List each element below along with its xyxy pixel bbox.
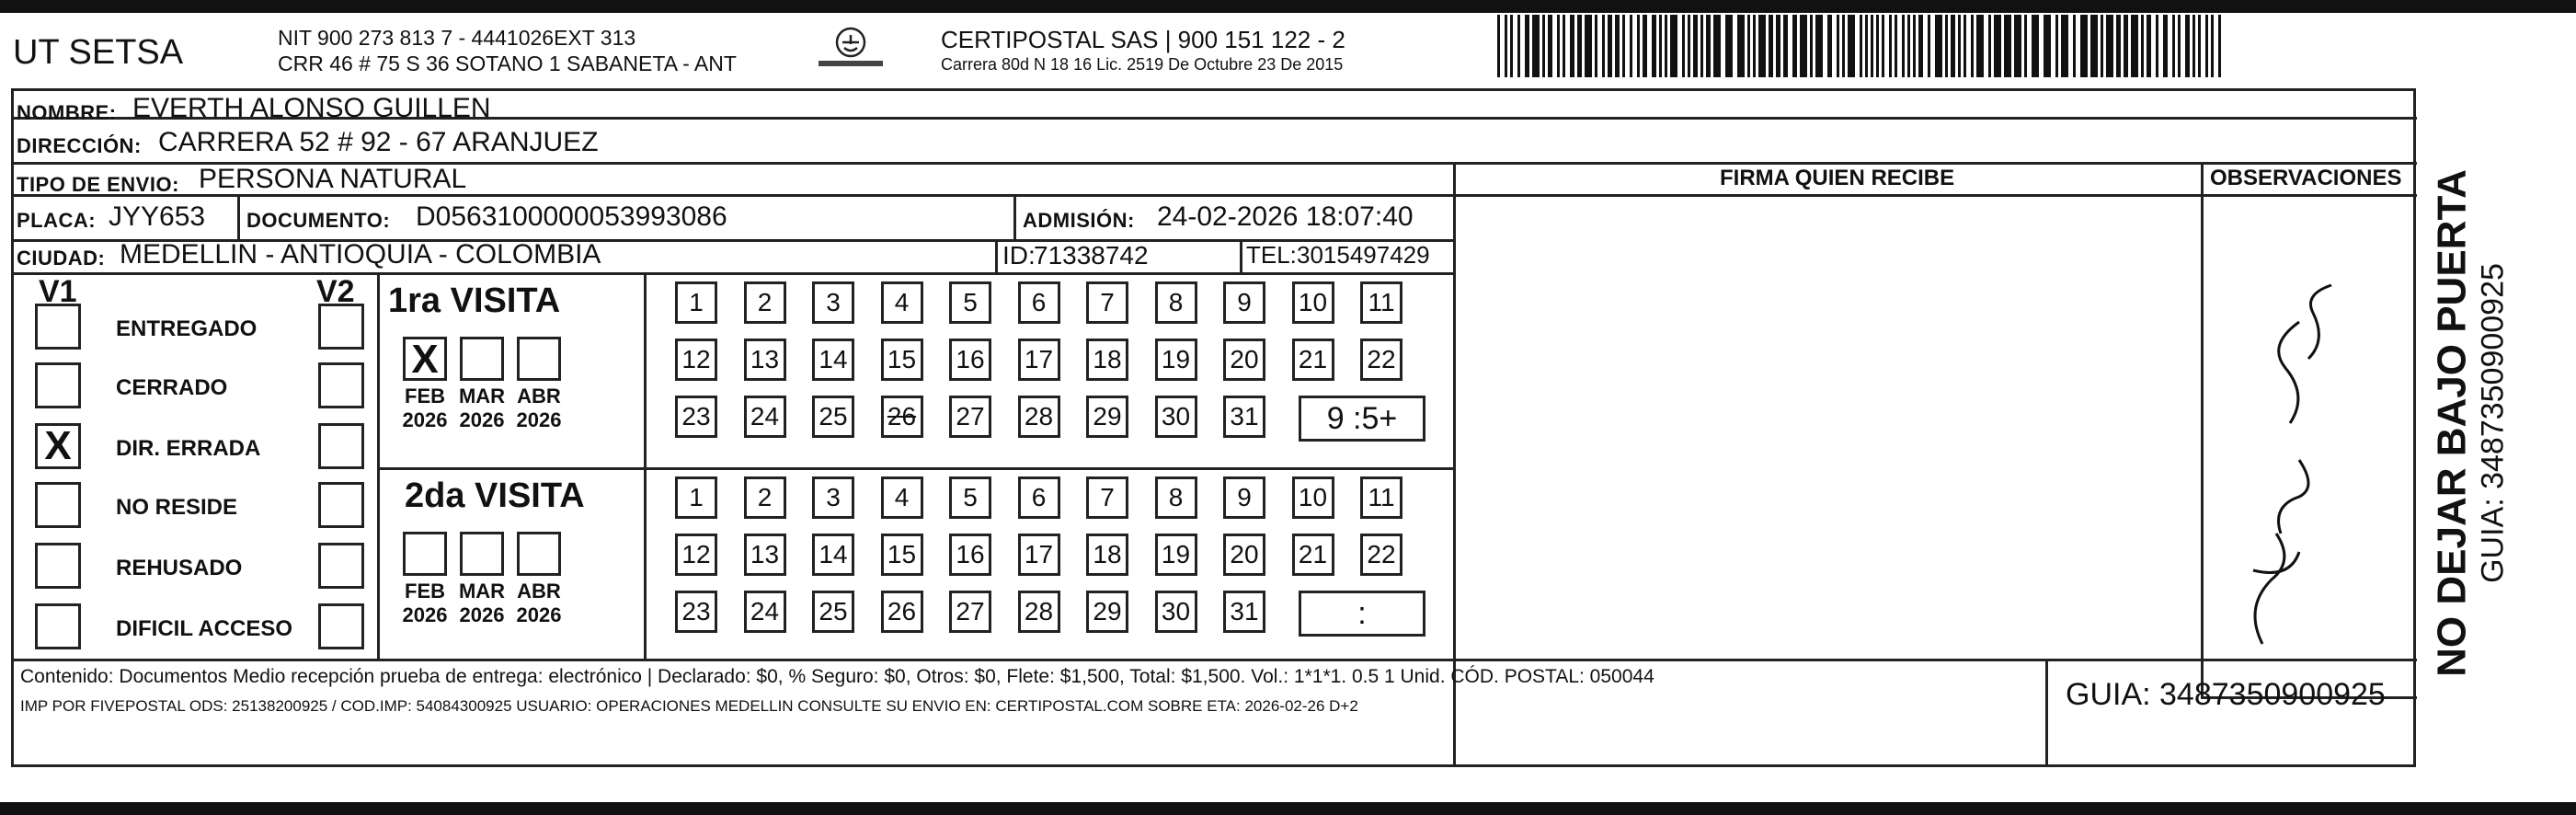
day-box[interactable]: 26 [881,396,923,438]
month-year: 2026 [459,603,505,626]
day-box[interactable]: 5 [949,281,991,324]
day-box[interactable]: 15 [881,534,923,576]
city-label: CIUDAD: [17,247,106,270]
time-field[interactable]: : [1299,591,1425,637]
day-box[interactable]: 24 [744,396,786,438]
month-checkbox[interactable] [517,337,561,381]
day-box[interactable]: 15 [881,339,923,381]
id-label: ID: [1002,241,1036,270]
address-label: DIRECCIÓN: [17,134,142,157]
check-mark-icon: X [411,337,439,382]
v2-checkbox[interactable] [318,482,364,528]
col-divider [237,194,240,240]
day-box[interactable]: 31 [1223,591,1265,633]
day-box[interactable]: 4 [881,476,923,519]
month-label [454,580,509,627]
company-address: CRR 46 # 75 S 36 SOTANO 1 SABANETA - ANT [278,52,737,75]
col-divider [1013,194,1016,240]
day-box[interactable]: 9 [1223,476,1265,519]
day-box[interactable]: 30 [1155,396,1197,438]
v1-checkbox[interactable] [35,543,81,589]
day-box[interactable]: 29 [1086,591,1128,633]
content-line: Contenido: Documentos Medio recepción prueba de entrega: electrónico | Declarado: $0, % Seguro: $0, Otros: $0, Flete: $1,500, Total: $1,500. Vol.: 1*1*1. 0.5 1 Unid. CÓD. POSTAL: 050044 [20,666,1654,687]
day-box[interactable]: 16 [949,534,991,576]
day-box[interactable]: 1 [675,281,717,324]
day-box[interactable]: 27 [949,396,991,438]
day-box[interactable]: 8 [1155,476,1197,519]
document-label: DOCUMENTO: [246,209,391,232]
top-border-bar [0,0,2576,13]
month-checkbox[interactable] [403,337,447,381]
day-box[interactable]: 24 [744,591,786,633]
tel-value: 3015497429 [1297,241,1430,269]
day-box[interactable]: 16 [949,339,991,381]
month-label [454,385,509,432]
recipient-signature [2226,239,2364,662]
license-line: Carrera 80d N 18 16 Lic. 2519 De Octubre 23 De 2015 [941,55,1344,74]
day-box[interactable]: 7 [1086,476,1128,519]
check-mark-icon: X [44,423,72,468]
month-name: MAR [458,385,506,408]
name-label: NOMBRE: [17,101,117,124]
day-box[interactable]: 17 [1018,534,1060,576]
month-name: FEB [405,580,445,603]
day-box[interactable]: 28 [1018,396,1060,438]
day-box[interactable]: 23 [675,591,717,633]
day-box[interactable]: 8 [1155,281,1197,324]
day-box[interactable]: 26 [881,591,923,633]
tel-label: TEL: [1246,241,1297,269]
observations-header: OBSERVACIONES [2210,166,2402,190]
v2-checkbox[interactable] [318,304,364,350]
day-box[interactable]: 2 [744,281,786,324]
day-box[interactable]: 10 [1292,476,1334,519]
month-checkbox[interactable] [460,532,504,576]
col-divider [995,239,998,272]
v1-checkbox[interactable] [35,423,81,469]
v1-checkbox[interactable] [35,304,81,350]
signature-header: FIRMA QUIEN RECIBE [1720,166,1955,190]
month-label [511,580,567,627]
plate-value: JYY653 [109,201,206,232]
month-year: 2026 [459,408,505,431]
month-year: 2026 [402,408,448,431]
col-divider [1240,239,1242,272]
nit-line: NIT 900 273 813 7 - 4441026EXT 313 [278,26,636,50]
v2-checkbox[interactable] [318,543,364,589]
month-year: 2026 [402,603,448,626]
day-box[interactable]: 12 [675,339,717,381]
day-box[interactable]: 5 [949,476,991,519]
v2-checkbox[interactable] [318,603,364,649]
month-name: ABR [517,385,561,408]
month-year: 2026 [516,408,562,431]
v2-checkbox[interactable] [318,362,364,408]
footer-divider [11,659,2417,661]
plate-label: PLACA: [17,209,97,232]
v2-label: V2 [316,274,355,309]
footer-guia: GUIA: 3487350900925 [2066,677,2386,712]
courier-line: CERTIPOSTAL SAS | 900 151 122 - 2 [941,26,1345,53]
day-box[interactable]: 9 [1223,281,1265,324]
day-box[interactable]: 14 [812,339,854,381]
day-box[interactable]: 13 [744,339,786,381]
reason-label: ENTREGADO [116,316,258,341]
col-divider [644,272,647,659]
day-box[interactable]: 29 [1086,396,1128,438]
day-box[interactable]: 23 [675,396,717,438]
time-field[interactable]: 9 :5+ [1299,396,1425,442]
visit-divider [377,467,1455,470]
month-label [397,580,452,627]
col-divider [2045,659,2048,767]
month-name: ABR [517,580,561,603]
day-box[interactable]: 21 [1292,534,1334,576]
day-box[interactable]: 3 [812,476,854,519]
day-box[interactable]: 18 [1086,339,1128,381]
day-box[interactable]: 22 [1360,339,1402,381]
side-guia-text: GUIA: 3487350900925 [2475,263,2511,583]
day-box[interactable]: 13 [744,534,786,576]
company-name: UT SETSA [13,33,184,72]
imp-line: IMP POR FIVEPOSTAL ODS: 25138200925 / COD.IMP: 54084300925 USUARIO: OPERACIONES MEDELLIN CONSULTE SU ENVIO EN: CERTIPOSTAL.COM SOBRE ETA: 2026-02-26 D+2 [20,697,1358,715]
month-checkbox[interactable] [517,532,561,576]
city-value: MEDELLIN - ANTIOQUIA - COLOMBIA [120,239,601,270]
day-box[interactable]: 17 [1018,339,1060,381]
v1-checkbox[interactable] [35,362,81,408]
day-box[interactable]: 11 [1360,476,1402,519]
month-label [511,385,567,432]
day-box[interactable]: 6 [1018,281,1060,324]
day-box[interactable]: 25 [812,396,854,438]
day-box[interactable]: 20 [1223,534,1265,576]
no-dejar-bajo-puerta-text: NO DEJAR BAJO PUERTA [2429,169,2475,677]
day-box[interactable]: 19 [1155,534,1197,576]
col-divider [2201,162,2204,698]
reason-label: DIR. ERRADA [116,436,261,461]
recipient-address: CARRERA 52 # 92 - 67 ARANJUEZ [158,127,599,157]
document-value: D0563100000053993086 [416,201,727,232]
barcode [1497,15,2224,77]
v1-checkbox[interactable] [35,603,81,649]
day-box[interactable]: 30 [1155,591,1197,633]
reason-label: CERRADO [116,375,228,400]
id-value: 71338742 [1034,241,1149,270]
visit1-title: 1ra VISITA [388,281,561,320]
day-box[interactable]: 4 [881,281,923,324]
day-box[interactable]: 12 [675,534,717,576]
day-box[interactable]: 21 [1292,339,1334,381]
admission-value: 24-02-2026 18:07:40 [1157,201,1414,232]
month-year: 2026 [516,603,562,626]
bottom-border-bar [0,802,2576,815]
day-box[interactable]: 1 [675,476,717,519]
day-box[interactable]: 22 [1360,534,1402,576]
day-box[interactable]: 10 [1292,281,1334,324]
day-box[interactable]: 27 [949,591,991,633]
month-name: MAR [458,580,506,603]
reason-label: NO RESIDE [116,495,238,520]
row-divider [11,272,1455,275]
day-box[interactable]: 31 [1223,396,1265,438]
day-box[interactable]: 14 [812,534,854,576]
day-box[interactable]: 3 [812,281,854,324]
day-box[interactable]: 20 [1223,339,1265,381]
month-name: FEB [405,385,445,408]
admission-label: ADMISIÓN: [1023,209,1135,232]
day-box[interactable]: 2 [744,476,786,519]
v1-label: V1 [39,274,77,309]
reason-label: REHUSADO [116,556,243,580]
day-box[interactable]: 28 [1018,591,1060,633]
day-box[interactable]: 11 [1360,281,1402,324]
month-checkbox[interactable] [403,532,447,576]
reason-label: DIFICIL ACCESO [116,616,293,641]
day-box[interactable]: 19 [1155,339,1197,381]
col-divider [377,272,380,659]
recipient-name: EVERTH ALONSO GUILLEN [132,93,491,123]
v1-checkbox[interactable] [35,482,81,528]
month-label [397,385,452,432]
side-warning [2430,169,2512,677]
day-box[interactable]: 7 [1086,281,1128,324]
certipostal-logo-icon [809,26,892,74]
type-label: TIPO DE ENVIO: [17,173,179,196]
day-box[interactable]: 25 [812,591,854,633]
day-box[interactable]: 6 [1018,476,1060,519]
month-checkbox[interactable] [460,337,504,381]
visit2-title: 2da VISITA [405,476,585,515]
v2-checkbox[interactable] [318,423,364,469]
day-box[interactable]: 18 [1086,534,1128,576]
shipment-type: PERSONA NATURAL [199,164,467,194]
